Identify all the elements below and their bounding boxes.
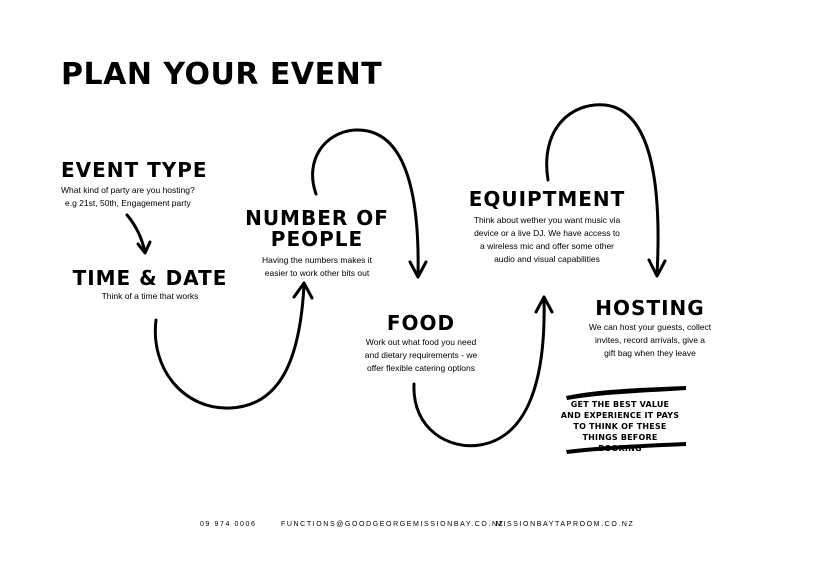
- footer-phone: 09 974 0006: [200, 521, 257, 528]
- food-heading: FOOD: [386, 311, 456, 335]
- arrow-event-to-time-icon: [127, 215, 150, 253]
- time-date-heading: TIME & DATE: [72, 266, 228, 290]
- equipment-desc-4: audio and visual capabilities: [494, 254, 600, 264]
- page-title: PLAN YOUR EVENT: [61, 57, 383, 92]
- callout-line-3: TO THINK OF THESE: [573, 422, 667, 431]
- callout-line-1: GET THE BEST VALUE: [570, 400, 670, 409]
- equipment-desc-1: Think about wether you want music via: [473, 215, 621, 225]
- event-type-desc-2: e.g 21st, 50th, Engagement party: [65, 198, 191, 208]
- step-equipment: [466, 189, 628, 266]
- people-heading-2: PEOPLE: [270, 227, 364, 251]
- step-event-type: [61, 160, 208, 210]
- footer-website: MISSIONBAYTAPROOM.CO.NZ: [496, 521, 635, 528]
- event-type-desc-1: What kind of party are you hosting?: [61, 185, 195, 195]
- time-date-desc-1: Think of a time that works: [101, 291, 199, 301]
- callout-line-4: THINGS BEFORE BOOKING: [582, 433, 658, 453]
- step-food: [348, 313, 494, 375]
- step-time-date: [70, 268, 230, 303]
- food-desc-2: and dietary requirements - we: [364, 350, 478, 360]
- hosting-desc-3: gift bag when they leave: [604, 348, 696, 358]
- food-desc-3: offer flexible catering options: [366, 363, 476, 373]
- footer-email: FUNCTIONS@GOODGEORGEMISSIONBAY.CO.NZ: [281, 521, 505, 528]
- value-callout: [560, 399, 680, 454]
- equipment-desc-2: device or a live DJ. We have access to: [474, 228, 620, 238]
- hosting-heading: HOSTING: [595, 296, 705, 320]
- hosting-desc-1: We can host your guests, collect: [588, 322, 712, 332]
- hosting-desc-2: invites, record arrivals, give a: [594, 335, 706, 345]
- step-number-of-people: [237, 208, 397, 280]
- people-desc-1: Having the numbers makes it: [261, 255, 373, 265]
- food-desc-1: Work out what food you need: [365, 337, 477, 347]
- equipment-heading: EQUIPTMENT: [468, 187, 626, 211]
- event-type-heading: EVENT TYPE: [61, 158, 208, 182]
- callout-line-2: AND EXPERIENCE IT PAYS: [560, 411, 680, 420]
- people-heading-1: NUMBER OF: [245, 206, 389, 230]
- step-hosting: [580, 298, 720, 360]
- people-desc-2: easier to work other bits out: [264, 268, 370, 278]
- equipment-desc-3: a wireless mic and offer some other: [479, 241, 614, 251]
